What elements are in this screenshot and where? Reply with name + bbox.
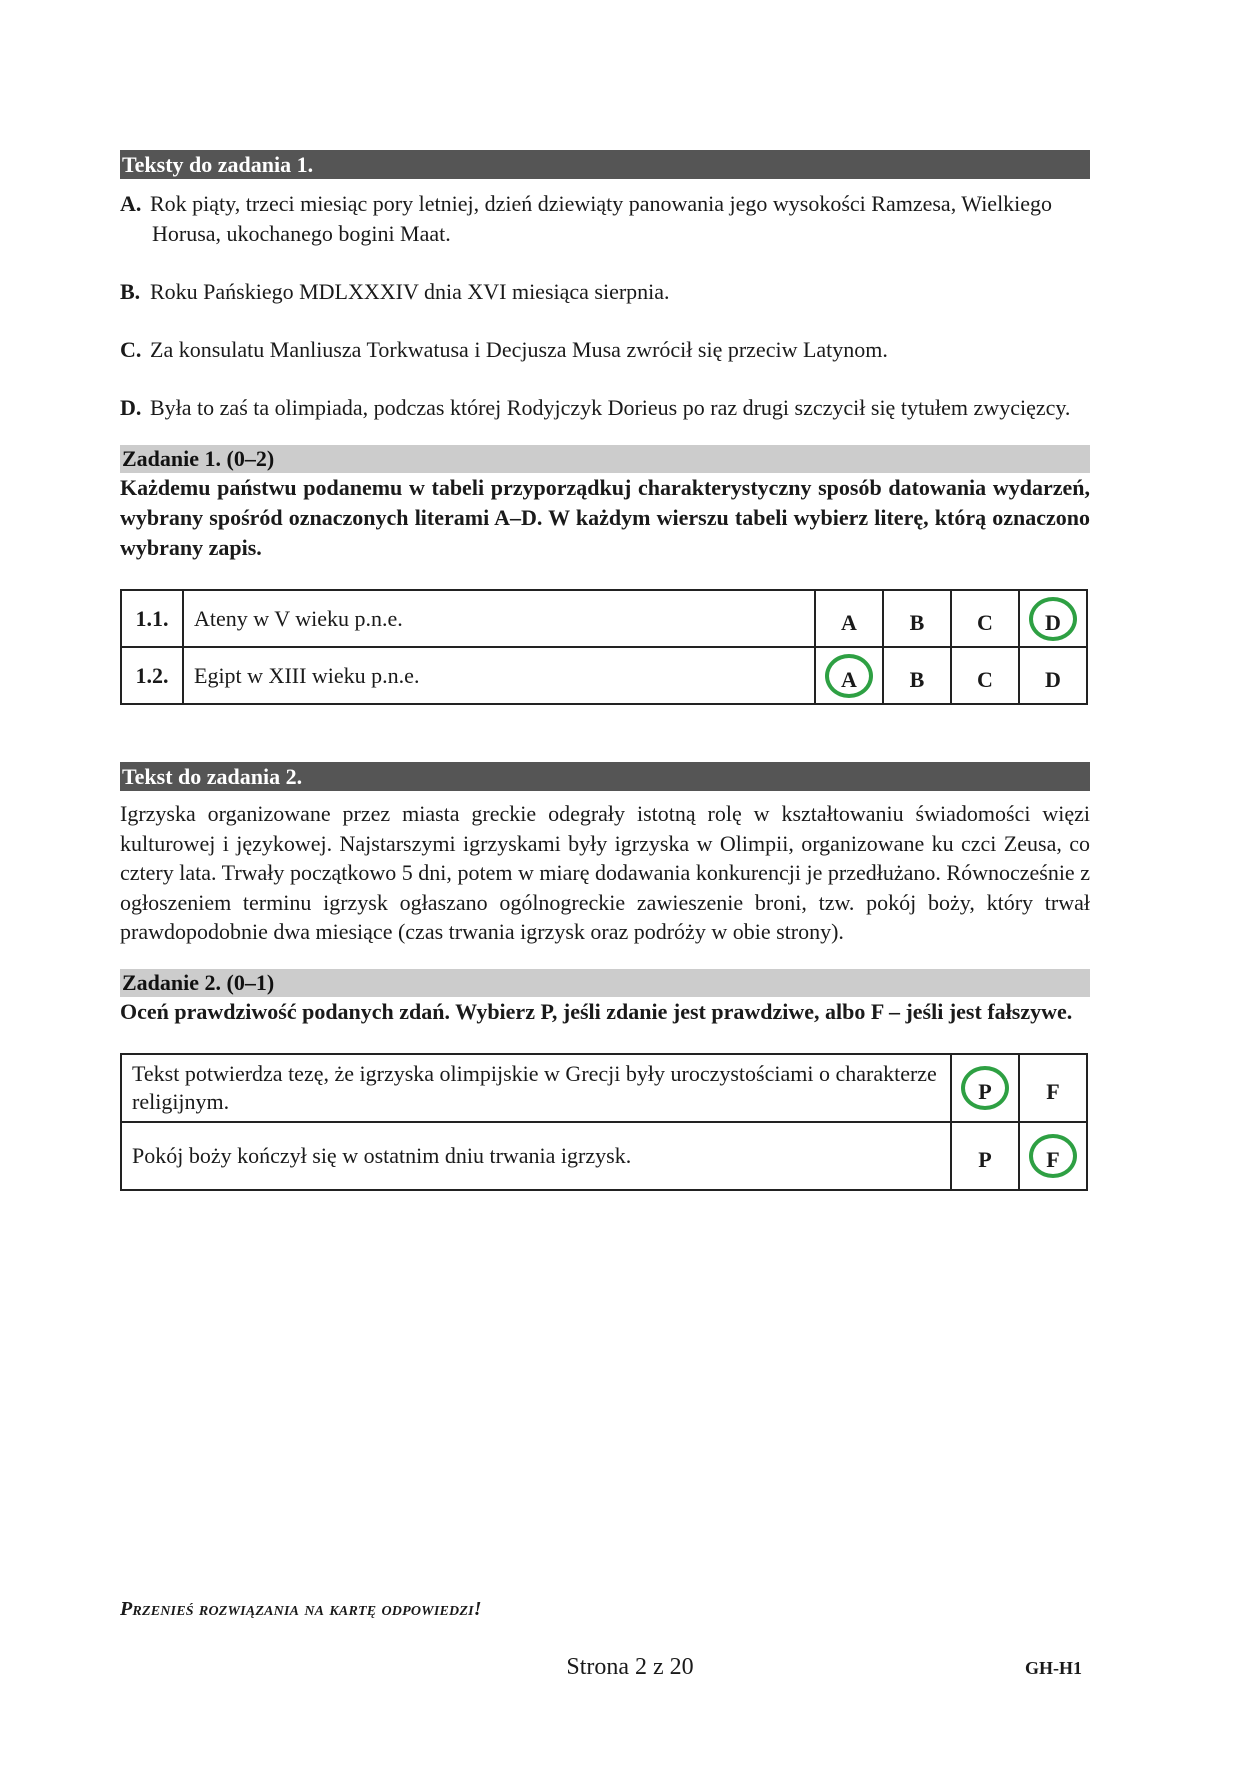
table-row	[121, 590, 1087, 647]
table-row	[121, 647, 1087, 704]
option-cell[interactable]	[1019, 647, 1087, 704]
option-b[interactable]: B	[909, 666, 925, 692]
task1-instruction: Każdemu państwu podanemu w tabeli przyporządkuj charakterystyczny sposób datowania wydarzeń, wybrany spośród oznaczonych literami A–D. W każdym wierszu tabeli wybierz literę, którą oznaczono wybrany zapis.	[120, 475, 1090, 560]
source-text: Za konsulatu Manliusza Torkwatusa i Decjusza Musa zwrócił się przeciw Latynom.	[150, 337, 888, 362]
option-p[interactable]: P	[978, 1146, 992, 1172]
option-d-selected[interactable]: D	[1029, 597, 1077, 641]
option-cell[interactable]	[1019, 1122, 1087, 1190]
option-b[interactable]: B	[909, 609, 925, 635]
task1-table	[120, 589, 1088, 705]
source-text: Była to zaś ta olimpiada, podczas której Rodyjczyk Dorieus po raz drugi szczycił się tytułem zwycięzcy.	[150, 395, 1071, 420]
row-number: 1.2.	[121, 647, 183, 704]
option-cell[interactable]	[951, 1054, 1019, 1122]
option-cell[interactable]	[883, 590, 951, 647]
option-cell[interactable]	[815, 647, 883, 704]
option-cell[interactable]	[951, 1122, 1019, 1190]
source-label: B.	[120, 279, 141, 304]
task2-header: Zadanie 2. (0–1)	[120, 969, 1090, 997]
option-cell[interactable]	[1019, 590, 1087, 647]
option-cell[interactable]	[951, 590, 1019, 647]
option-cell[interactable]	[1019, 1054, 1087, 1122]
option-a[interactable]: A	[841, 609, 857, 635]
row-number: 1.1.	[121, 590, 183, 647]
source-text-b	[120, 277, 1090, 307]
statement-text: Tekst potwierdza tezę, że igrzyska olimpijskie w Grecji były uroczystościami o charakterze religijnym.	[121, 1054, 951, 1122]
source-label: A.	[120, 191, 142, 216]
option-cell[interactable]	[815, 590, 883, 647]
source-label: C.	[120, 337, 142, 362]
table-row	[121, 1054, 1087, 1122]
task2-table	[120, 1053, 1088, 1191]
option-c[interactable]: C	[977, 666, 993, 692]
exam-page	[120, 150, 1090, 1191]
option-a-selected[interactable]: A	[825, 654, 873, 698]
table-row	[121, 1122, 1087, 1190]
source-label: D.	[120, 395, 142, 420]
option-p-selected[interactable]: P	[961, 1066, 1009, 1110]
option-cell[interactable]	[883, 647, 951, 704]
text2-paragraph: Igrzyska organizowane przez miasta greckie odegrały istotną rolę w kształtowaniu świadomości więzi kulturowej i językowej. Najstarszymi igrzyskami były igrzyska w Olimpii, organizowane ku czci Zeusa, co cztery lata. Trwały początkowo 5 dni, potem w miarę dodawania konkurencji je przedłużano. Równocześnie z ogłoszeniem terminu igrzysk ogłaszano ogólnogreckie zawieszenie broni, tzw. pokój boży, który trwał prawdopodobnie dwa miesiące (czas trwania igrzysk oraz podróży w obie strony).	[120, 801, 1090, 944]
source-text: Rok piąty, trzeci miesiąc pory letniej, dzień dziewiąty panowania jego wysokości Ramzesa, Wielkiego Horusa, ukochanego bogini Maat.	[150, 191, 1053, 246]
source-text-d	[120, 393, 1090, 423]
source-text-c	[120, 335, 1090, 365]
task2-instruction: Oceń prawdziwość podanych zdań. Wybierz P, jeśli zdanie jest prawdziwe, albo F – jeśli jest fałszywe.	[120, 998, 1073, 1024]
option-cell[interactable]	[951, 647, 1019, 704]
task1-header: Zadanie 1. (0–2)	[120, 445, 1090, 473]
option-f-selected[interactable]: F	[1029, 1134, 1077, 1178]
source-text: Roku Pańskiego MDLXXXIV dnia XVI miesiąca sierpnia.	[150, 279, 670, 304]
transfer-answers-note: Przenieś rozwiązania na kartę odpowiedzi!	[120, 1598, 482, 1620]
statement-text: Pokój boży kończył się w ostatnim dniu trwania igrzysk.	[121, 1122, 951, 1190]
option-c[interactable]: C	[977, 609, 993, 635]
text2-header: Tekst do zadania 2.	[120, 762, 1090, 791]
texts1-header: Teksty do zadania 1.	[120, 150, 1090, 179]
option-d[interactable]: D	[1045, 666, 1061, 692]
source-text-a	[120, 189, 1090, 249]
option-f[interactable]: F	[1046, 1078, 1060, 1104]
row-text: Ateny w V wieku p.n.e.	[183, 590, 815, 647]
page-number: Strona 2 z 20	[566, 1654, 694, 1680]
exam-code: GH-H1	[1025, 1658, 1082, 1678]
row-text: Egipt w XIII wieku p.n.e.	[183, 647, 815, 704]
